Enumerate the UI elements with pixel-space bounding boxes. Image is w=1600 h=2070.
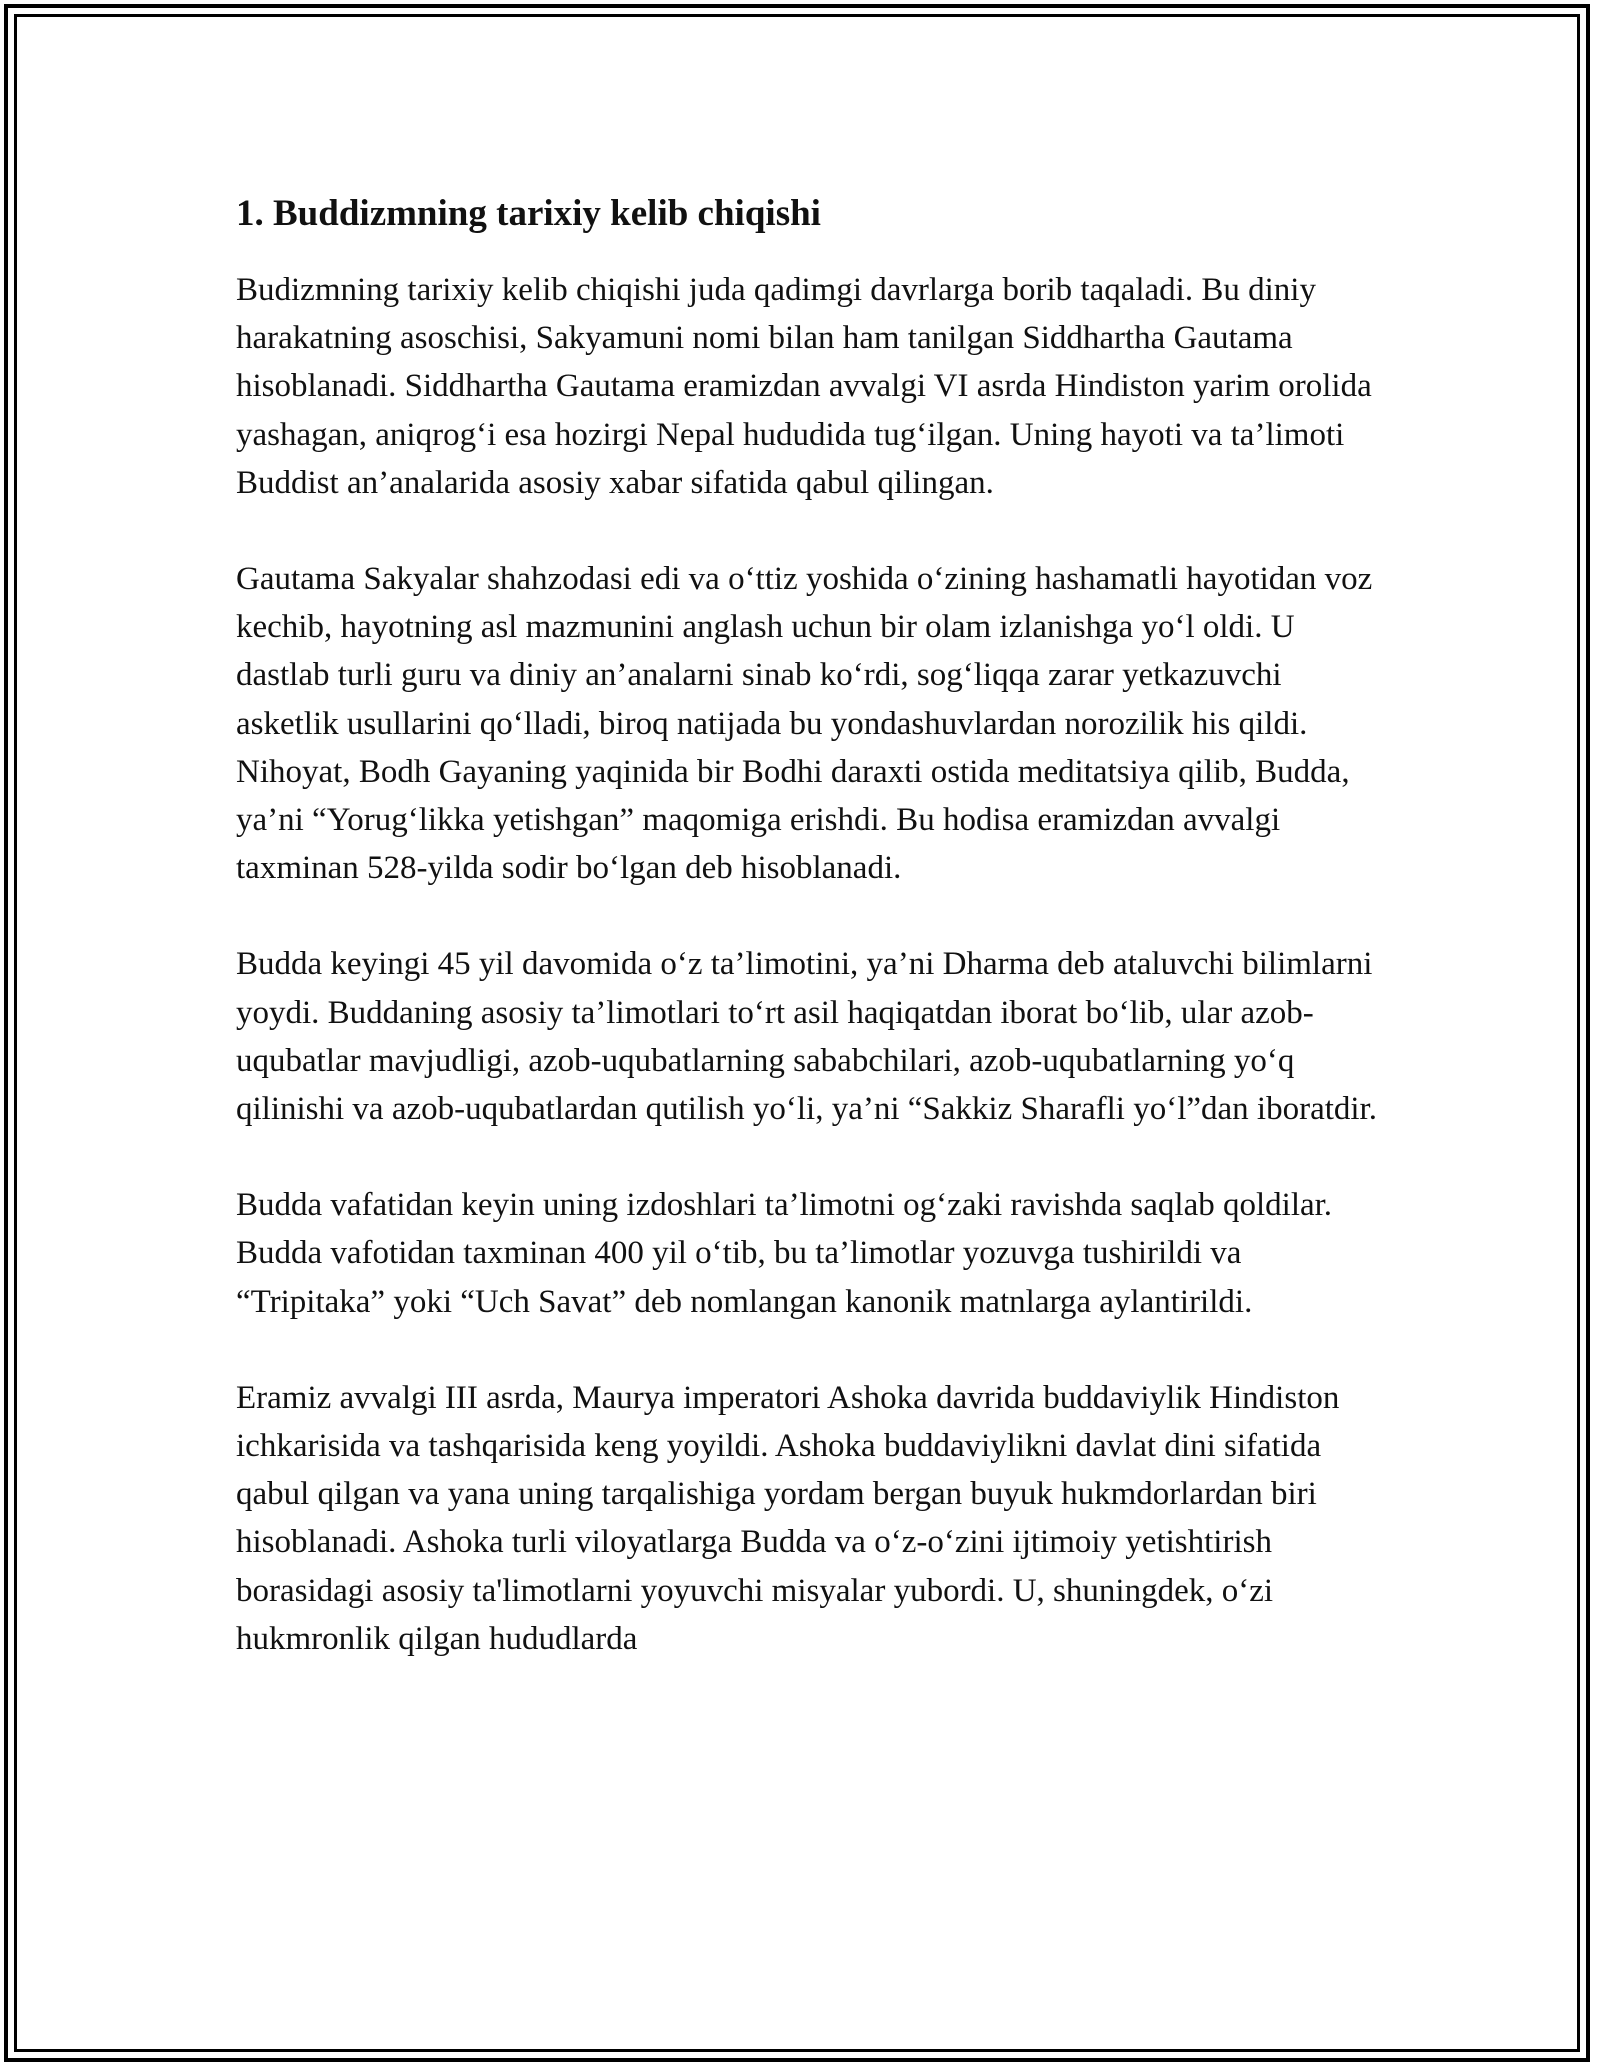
document-body	[236, 186, 1386, 1663]
section-heading: 1. Buddizmning tarixiy kelib chiqishi	[236, 193, 821, 234]
paragraph-origins: Budizmning tarixiy kelib chiqishi juda qadimgi davrlarga borib taqaladi. Bu diniy harakatning asoschisi, Sakyamuni nomi bilan ham tanilgan Siddhartha Gautama hisoblanadi. Siddhartha Gautama eramizdan avvalgi VI asrda Hindiston yarim orolida yashagan, aniqrog‘i esa hozirgi Nepal hududida tug‘ilgan. Uning hayoti va ta’limoti Buddist an’analarida asosiy xabar sifatida qabul qilingan.	[236, 272, 1372, 501]
paragraph-dharma-teachings: Budda keyingi 45 yil davomida o‘z ta’limotini, ya’ni Dharma deb ataluvchi bilimlarni yoydi. Buddaning asosiy ta’limotlari to‘rt asil haqiqatdan iborat bo‘lib, ular azob-uqubatlar mavjudligi, azob-uqubatlarning sababchilari, azob-uqubatlarning yo‘q qilinishi va azob-uqubatlardan qutilish yo‘li, ya’ni “Sakkiz Sharafli yo‘l”dan iboratdir.	[236, 946, 1377, 1128]
paragraph-ashoka: Eramiz avvalgi III asrda, Maurya imperatori Ashoka davrida buddaviylik Hindiston ichkarisida va tashqarisida keng yoyildi. Ashoka buddaviylikni davlat dini sifatida qabul qilgan va yana uning tarqalishiga yordam bergan buyuk hukmdorlardan biri hisoblanadi. Ashoka turli viloyatlarga Budda va o‘z-o‘zini ijtimoiy yetishtirish borasidagi asosiy ta'limotlarni yoyuvchi misyalar yubordi. U, shuningdek, o‘zi hukmronlik qilgan hududlarda	[236, 1379, 1340, 1657]
paragraph-tripitaka: Budda vafatidan keyin uning izdoshlari ta’limotni og‘zaki ravishda saqlab qoldilar. Budda vafotidan taxminan 400 yil o‘tib, bu ta’limotlar yozuvga tushirildi va “Tripitaka” yoki “Uch Savat” deb nomlangan kanonik matnlarga aylantirildi.	[236, 1187, 1333, 1320]
paragraph-gautama-enlightenment: Gautama Sakyalar shahzodasi edi va o‘ttiz yoshida o‘zining hashamatli hayotidan voz kechib, hayotning asl mazmunini anglash uchun bir olam izlanishga yo‘l oldi. U dastlab turli guru va diniy an’analarni sinab ko‘rdi, sog‘liqqa zarar yetkazuvchi asketlik usullarini qo‘lladi, biroq natijada bu yondashuvlardan norozilik his qildi. Nihoyat, Bodh Gayaning yaqinida bir Bodhi daraxti ostida meditatsiya qilib, Budda, ya’ni “Yorug‘likka yetishgan” maqomiga erishdi. Bu hodisa eramizdan avvalgi taxminan 528-yilda sodir bo‘lgan deb hisoblanadi.	[236, 561, 1373, 887]
